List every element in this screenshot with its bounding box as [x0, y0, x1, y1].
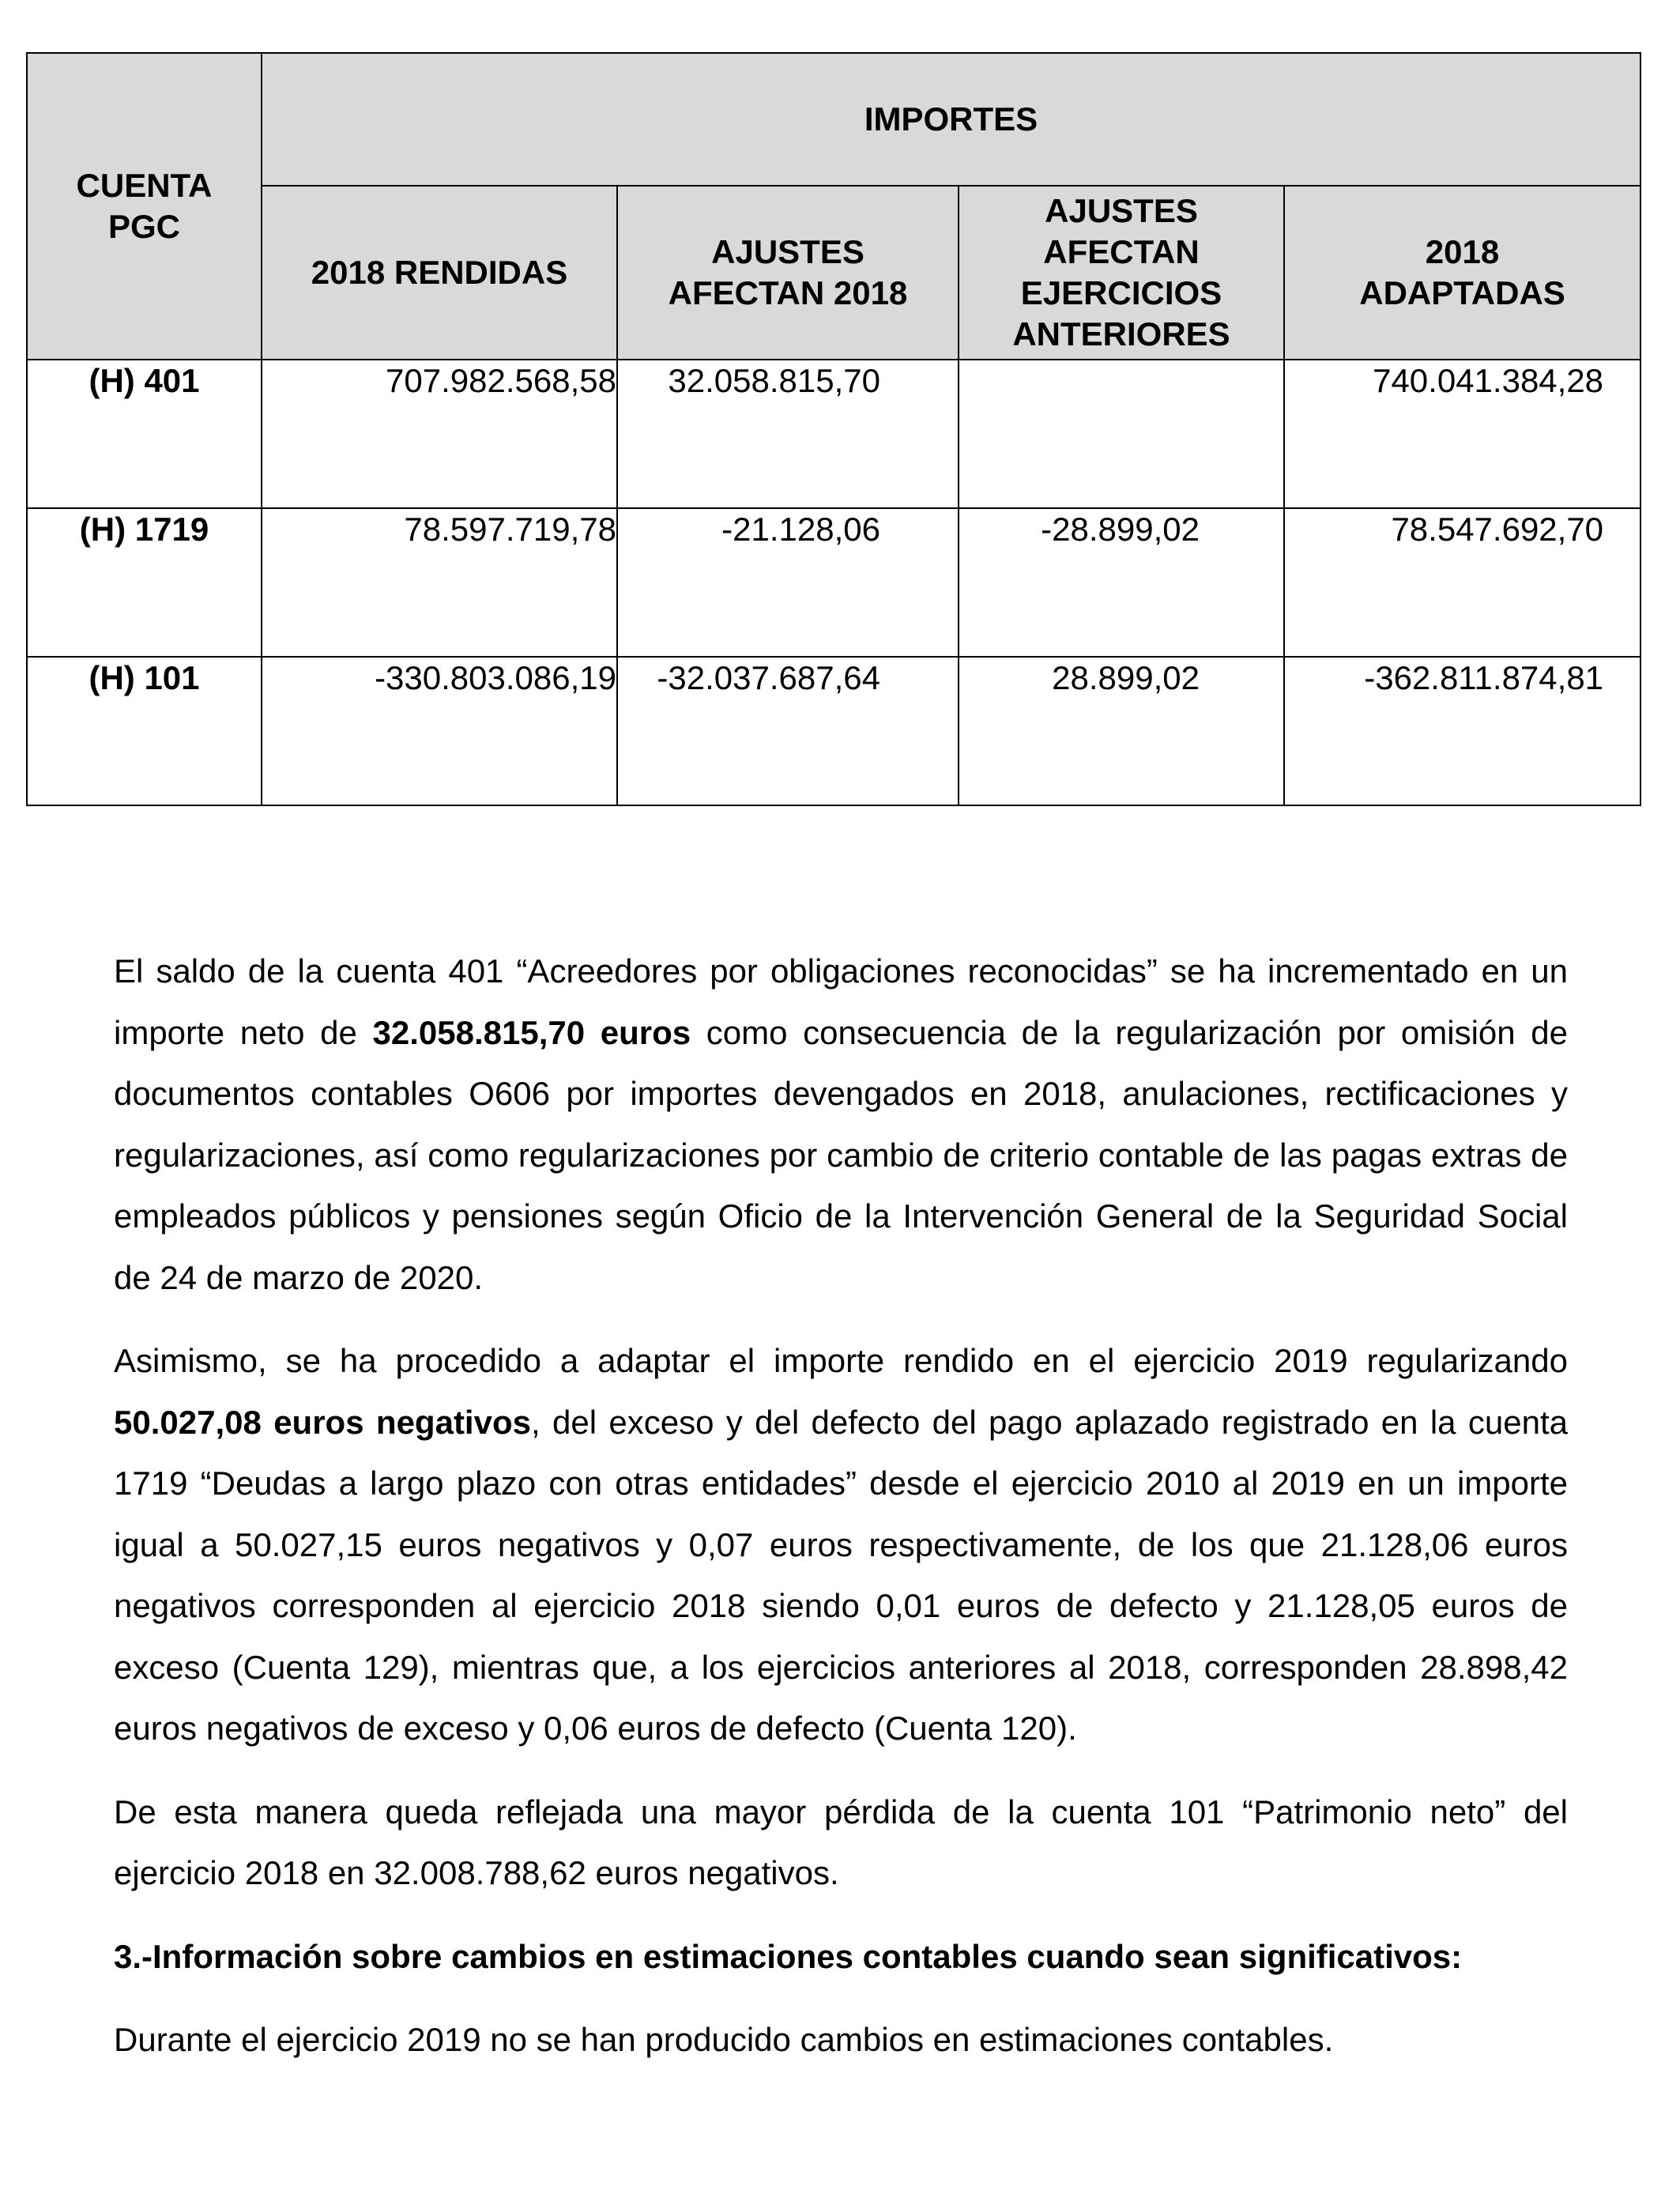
table-row [27, 657, 1640, 805]
adaptadas-cell: 740.041.384,28 [1284, 360, 1640, 508]
header-2018-adaptadas: 2018 ADAPTADAS [1284, 186, 1640, 360]
table-row [27, 360, 1640, 508]
rendidas-cell: 707.982.568,58 [262, 360, 617, 508]
ajustes-anteriores-cell [959, 360, 1284, 508]
ajustes-anteriores-cell: -28.899,02 [959, 508, 1284, 657]
table-header-row [27, 53, 1640, 186]
ajustes-anteriores-cell: 28.899,02 [959, 657, 1284, 805]
header-2018-rendidas: 2018 RENDIDAS [262, 186, 617, 360]
ajustes-2018-cell: -21.128,06 [617, 508, 959, 657]
header-ajustes-anteriores: AJUSTES AFECTAN EJERCICIOS ANTERIORES [959, 186, 1284, 360]
account-cell: (H) 101 [27, 657, 262, 805]
account-cell: (H) 401 [27, 360, 262, 508]
paragraph-estimaciones: Durante el ejercicio 2019 no se han producido cambios en estimaciones contables. [114, 2021, 1334, 2058]
ajustes-2018-cell: 32.058.815,70 [617, 360, 959, 508]
body-text [114, 941, 1568, 2093]
header-cuenta-pgc: CUENTA PGC [27, 53, 262, 360]
adaptadas-cell: 78.547.692,70 [1284, 508, 1640, 657]
ajustes-2018-cell: -32.037.687,64 [617, 657, 959, 805]
adaptadas-cell: -362.811.874,81 [1284, 657, 1640, 805]
account-cell: (H) 1719 [27, 508, 262, 657]
header-ajustes-2018: AJUSTES AFECTAN 2018 [617, 186, 959, 360]
header-importes: IMPORTES [262, 53, 1640, 186]
rendidas-cell: -330.803.086,19 [262, 657, 617, 805]
table-row [27, 508, 1640, 657]
paragraph-1719: Asimismo, se ha procedido a adaptar el importe rendido en el ejercicio 2019 regularizando 50.027,08 euros negativos, del exceso y del defecto del pago aplazado registrado en la cuenta 1719 “Deudas a largo plazo con otras entidades” desde el ejercicio 2010 al 2019 en un importe igual a 50.027,15 euros negativos y 0,07 euros respectivamente, de los que 21.128,06 euros negativos corresponden al ejercicio 2018 siendo 0,01 euros de defecto y 21.128,05 euros de exceso (Cuenta 129), mientras que, a los ejercicios anteriores al 2018, corresponden 28.898,42 euros negativos de exceso y 0,06 euros de defecto (Cuenta 120). [114, 1342, 1568, 1747]
paragraph-401: El saldo de la cuenta 401 “Acreedores por obligaciones reconocidas” se ha incrementado en un importe neto de 32.058.815,70 euros como consecuencia de la regularización por omisión de documentos contables O606 por importes devengados en 2018, anulaciones, rectificaciones y regularizaciones, así como regularizaciones por cambio de criterio contable de las pagas extras de empleados públicos y pensiones según Oficio de la Intervención General de la Seguridad Social de 24 de marzo de 2020. [114, 952, 1569, 1296]
rendidas-cell: 78.597.719,78 [262, 508, 617, 657]
paragraph-101: De esta manera queda reflejada una mayor pérdida de la cuenta 101 “Patrimonio neto” del ejercicio 2018 en 32.008.788,62 euros negativos. [114, 1793, 1568, 1891]
section-heading: 3.-Información sobre cambios en estimaciones contables cuando sean significativos: [114, 1937, 1463, 1975]
table-subheader-row [27, 186, 1640, 360]
amount-bold: 32.058.815,70 euros [372, 1013, 691, 1051]
amount-bold: 50.027,08 euros negativos [114, 1403, 531, 1441]
amounts-table [26, 52, 1641, 806]
